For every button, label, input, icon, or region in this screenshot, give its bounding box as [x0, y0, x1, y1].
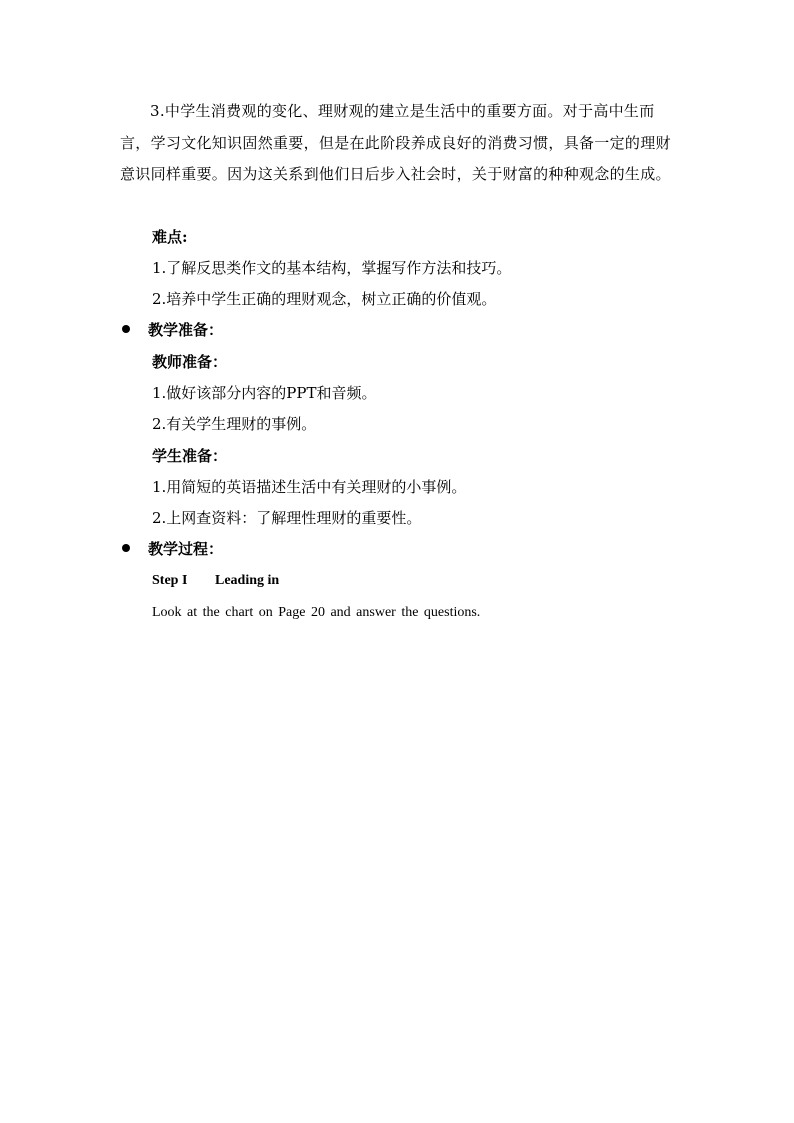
student-preparation-item-2: 2.上网查资料：了解理性理财的重要性。	[152, 509, 422, 527]
difficulty-item-1: 1.了解反思类作文的基本结构，掌握写作方法和技巧。	[152, 259, 512, 277]
teacher-preparation-item-2: 2.有关学生理财的事例。	[152, 415, 317, 433]
teacher-preparation-item-1: 1.做好该部分内容的PPT和音频。	[152, 384, 377, 402]
step-title: Leading in	[215, 573, 280, 588]
difficulty-item-2: 2.培养中学生正确的理财观念，树立正确的价值观。	[152, 290, 497, 308]
preparation-heading: 教学准备：	[148, 321, 224, 339]
section-3-paragraph: 3.中学生消费观的变化、理财观的建立是生活中的重要方面。对于高中生而言，学习文化知识固然重要，但是在此阶段养成良好的消费习惯，具备一定的理财意识同样重要。因为这关系到他们日后步入社会时，关于财富的种种观念的生成。	[120, 102, 671, 183]
student-preparation-heading: 学生准备：	[152, 447, 228, 465]
bullet-icon	[122, 544, 130, 552]
difficulties-heading: 难点:	[152, 228, 188, 246]
process-heading: 教学过程：	[148, 540, 224, 558]
step-instruction: Look at the chart on Page 20 and answer the questions.	[152, 605, 481, 620]
student-preparation-item-1: 1.用简短的英语描述生活中有关理财的小事例。	[152, 478, 467, 496]
step-label: Step I	[152, 573, 188, 588]
bullet-icon	[122, 325, 130, 333]
teacher-preparation-heading: 教师准备：	[152, 353, 228, 371]
